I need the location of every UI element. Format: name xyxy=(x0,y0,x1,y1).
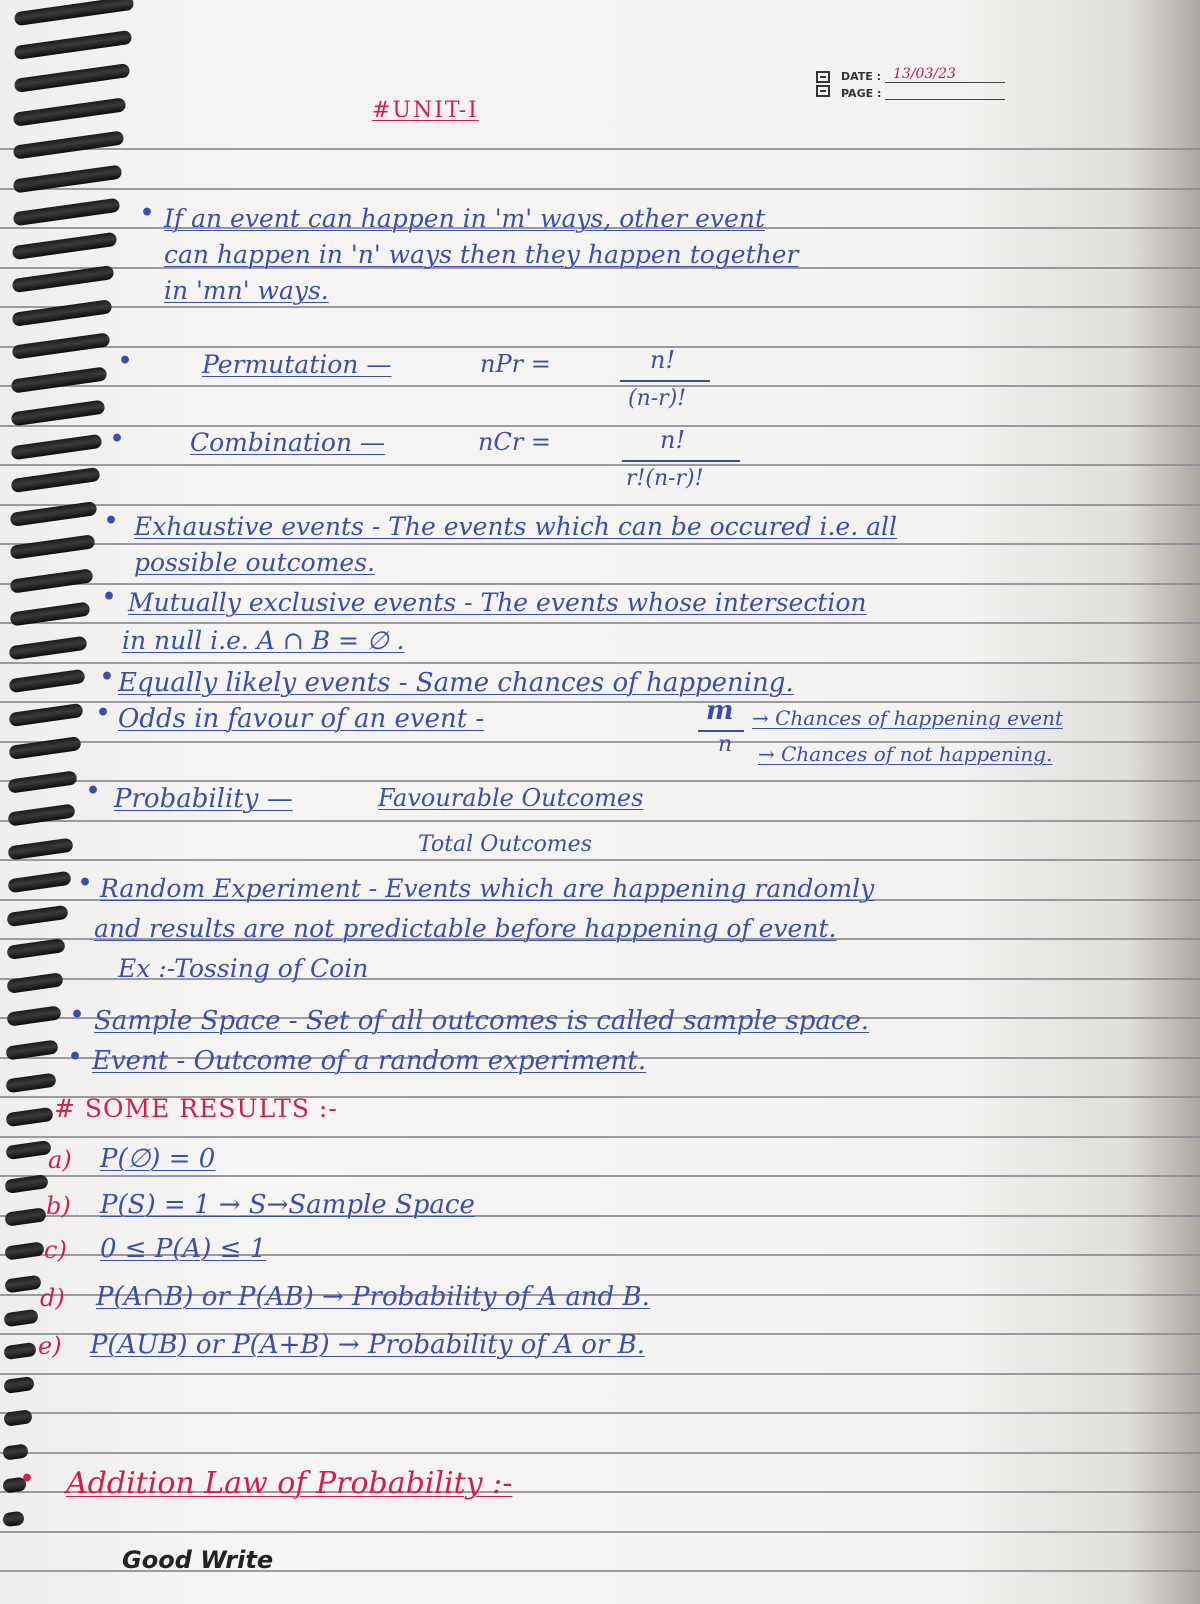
odds-m-note: → Chances of happening event xyxy=(752,706,1064,730)
spiral-ring xyxy=(13,97,127,127)
odds-label: Odds in favour of an event - xyxy=(118,704,485,734)
random-experiment-example: Ex :-Tossing of Coin xyxy=(118,954,369,983)
random-experiment-line-2: and results are not predictable before happening of event. xyxy=(94,914,837,943)
spiral-ring xyxy=(9,635,88,660)
spiral-ring xyxy=(8,736,81,760)
spiral-ring xyxy=(2,1510,25,1527)
exhaustive-line-1: Exhaustive events - The events which can be occured i.e. all xyxy=(134,512,898,541)
page-label: PAGE : xyxy=(841,87,882,100)
permutation-lhs: nPr = xyxy=(480,350,551,378)
spiral-ring xyxy=(12,198,120,227)
spiral-ring xyxy=(9,601,91,626)
page-edge-shadow xyxy=(1130,0,1200,1604)
spiral-ring xyxy=(2,1443,29,1460)
date-value: 13/03/23 xyxy=(893,66,956,82)
spiral-ring xyxy=(7,803,75,826)
ruled-line xyxy=(0,583,1200,585)
spiral-ring xyxy=(8,702,83,726)
probability-numerator: Favourable Outcomes xyxy=(378,784,644,812)
ruled-line xyxy=(0,1412,1200,1414)
spiral-ring xyxy=(6,938,66,960)
bullet: • xyxy=(102,584,117,610)
spiral-ring xyxy=(10,400,105,427)
results-heading: # SOME RESULTS :- xyxy=(54,1094,338,1123)
spiral-ring xyxy=(13,130,125,159)
spiral-ring xyxy=(8,669,85,693)
spiral-ring xyxy=(8,770,79,794)
ruled-line xyxy=(0,148,1200,150)
mutually-exclusive-line-1: Mutually exclusive events - The events whose intersection xyxy=(128,588,867,617)
ruled-line xyxy=(0,622,1200,624)
bullet: • xyxy=(100,664,115,690)
ruled-line xyxy=(0,1373,1200,1375)
spiral-ring xyxy=(12,231,118,259)
ruled-line xyxy=(0,543,1200,545)
bullet: • xyxy=(86,778,101,804)
spiral-ring xyxy=(9,534,95,560)
ruled-line xyxy=(0,425,1200,427)
bullet: • xyxy=(68,1044,83,1070)
result-marker-c: c) xyxy=(44,1236,67,1264)
date-label: DATE : xyxy=(841,70,882,83)
combination-denominator: r!(n-r)! xyxy=(626,466,704,491)
bullet: • xyxy=(118,348,133,374)
ruled-line xyxy=(0,188,1200,190)
ruled-line xyxy=(0,701,1200,703)
spiral-ring xyxy=(4,1241,44,1260)
bullet: • xyxy=(110,426,125,452)
spiral-ring xyxy=(7,871,71,894)
ruled-line xyxy=(0,306,1200,308)
spiral-ring xyxy=(13,29,132,59)
spiral-ring xyxy=(9,568,93,593)
permutation-numerator: n! xyxy=(650,346,676,374)
ruled-line xyxy=(0,820,1200,822)
result-marker-d: d) xyxy=(40,1284,65,1312)
result-a: P(∅) = 0 xyxy=(100,1144,216,1174)
spiral-ring xyxy=(3,1375,34,1393)
odds-n: n xyxy=(718,732,733,757)
ruled-line xyxy=(0,1452,1200,1454)
sample-space: Sample Space - Set of all outcomes is called sample space. xyxy=(94,1006,870,1036)
bullet: • xyxy=(96,700,111,726)
spiral-ring xyxy=(6,1039,59,1060)
exhaustive-line-2: possible outcomes. xyxy=(134,548,375,577)
ruled-line xyxy=(0,1136,1200,1138)
ruled-line xyxy=(0,504,1200,506)
ruled-line xyxy=(0,1531,1200,1533)
counting-principle-line-1: If an event can happen in 'm' ways, other event xyxy=(164,204,765,233)
spiral-ring xyxy=(10,501,98,527)
result-marker-b: b) xyxy=(46,1192,71,1220)
probability-denominator: Total Outcomes xyxy=(418,832,592,857)
combination-lhs: nCr = xyxy=(478,428,552,456)
counting-principle-line-2: can happen in 'n' ways then they happen together xyxy=(164,240,799,269)
spiral-ring xyxy=(4,1275,42,1294)
equally-likely: Equally likely events - Same chances of happening. xyxy=(118,668,794,698)
spiral-ring xyxy=(6,972,64,994)
spiral-ring xyxy=(4,1174,49,1194)
ruled-line xyxy=(0,662,1200,664)
addition-law-heading: Addition Law of Probability :- xyxy=(66,1466,513,1501)
spiral-ring xyxy=(4,1207,46,1227)
bullet: • xyxy=(104,508,119,534)
result-d: P(A∩B) or P(AB) → Probability of A and B. xyxy=(96,1282,650,1312)
unit-title: #UNIT-I xyxy=(372,98,479,123)
event-definition: Event - Outcome of a random experiment. xyxy=(92,1046,647,1076)
result-e: P(AUB) or P(A+B) → Probability of A or B. xyxy=(90,1330,645,1360)
spiral-ring xyxy=(10,433,102,460)
probability-label: Probability — xyxy=(114,784,293,814)
date-underline xyxy=(885,82,1005,83)
ruled-line xyxy=(0,346,1200,348)
odds-m: m xyxy=(706,696,734,726)
result-marker-a: a) xyxy=(48,1146,72,1174)
spiral-ring xyxy=(12,265,115,293)
spiral-ring xyxy=(6,1005,61,1026)
page-underline xyxy=(885,99,1005,100)
ruled-line xyxy=(0,1175,1200,1177)
spiral-ring xyxy=(7,837,73,860)
spiral-ring xyxy=(5,1140,52,1160)
spiral-ring xyxy=(5,1106,54,1126)
spiral-ring xyxy=(3,1409,32,1427)
ruled-line xyxy=(0,780,1200,782)
spiral-ring xyxy=(3,1342,37,1360)
random-experiment-line-1: Random Experiment - Events which are happening randomly xyxy=(100,874,875,903)
combination-label: Combination — xyxy=(190,428,386,457)
spiral-ring xyxy=(5,1073,56,1094)
permutation-denominator: (n-r)! xyxy=(628,386,687,411)
spiral-ring xyxy=(12,164,122,193)
result-marker-e: e) xyxy=(38,1332,62,1360)
spiral-ring xyxy=(3,1308,39,1327)
ruled-line xyxy=(0,859,1200,861)
permutation-label: Permutation — xyxy=(202,350,392,379)
spiral-ring xyxy=(10,467,100,493)
bullet: • xyxy=(140,200,155,226)
spiral-ring xyxy=(11,366,108,393)
notebook-brand: Good Write xyxy=(122,1546,274,1574)
date-page-box xyxy=(815,68,1005,102)
mutually-exclusive-line-2: in null i.e. A ∩ B = ∅ . xyxy=(122,626,405,655)
counting-principle-line-3: in 'mn' ways. xyxy=(164,276,329,305)
result-b: P(S) = 1 → S→Sample Space xyxy=(100,1190,475,1220)
spiral-ring xyxy=(14,0,135,26)
bullet: • xyxy=(70,1002,85,1028)
spiral-ring xyxy=(11,332,110,360)
ruled-line xyxy=(0,464,1200,466)
permutation-fraction-bar xyxy=(620,380,710,382)
spiral-ring xyxy=(7,904,69,926)
result-c: 0 ≤ P(A) ≤ 1 xyxy=(100,1234,267,1264)
combination-fraction-bar xyxy=(622,460,740,462)
bullet: • xyxy=(20,1466,35,1492)
combination-numerator: n! xyxy=(660,426,686,454)
bullet: • xyxy=(78,870,93,896)
ruled-line xyxy=(0,385,1200,387)
spiral-ring xyxy=(13,63,129,93)
odds-n-note: → Chances of not happening. xyxy=(758,742,1053,766)
spiral-ring xyxy=(11,299,112,327)
